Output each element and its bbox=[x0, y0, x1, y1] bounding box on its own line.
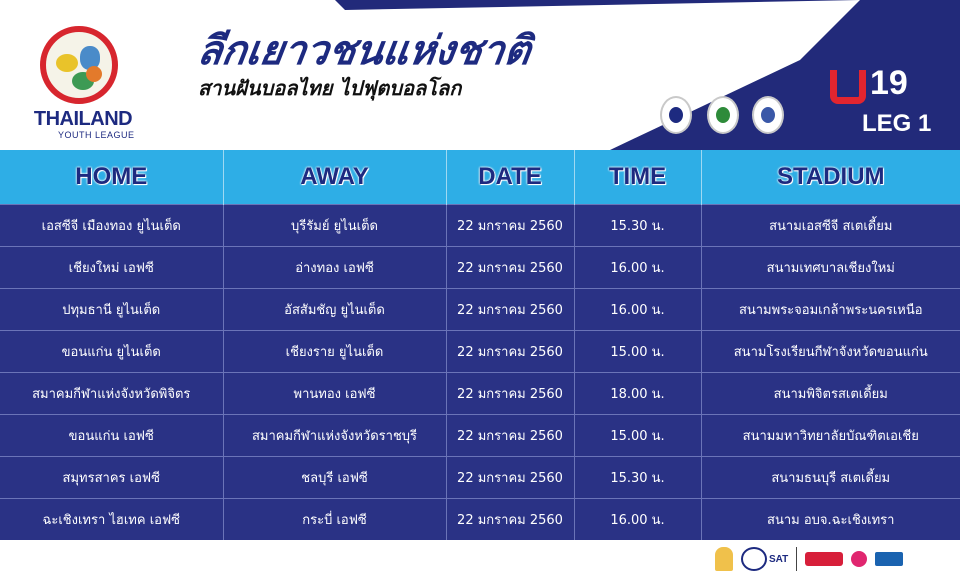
away-team-cell: เชียงราย ยูไนเต็ด bbox=[223, 331, 446, 373]
table-row bbox=[0, 205, 960, 247]
home-team-cell: สมุทรสาคร เอฟซี bbox=[0, 457, 223, 499]
ministry-logo-icon bbox=[715, 547, 733, 571]
grand-sport-logo-icon bbox=[875, 552, 903, 566]
sponsor-divider bbox=[796, 547, 797, 571]
stadium-cell: สนามธนบุรี สเตเดี้ยม bbox=[701, 457, 960, 499]
column-header-stadium: STADIUM bbox=[701, 150, 960, 205]
table-header-row bbox=[0, 150, 960, 205]
government-emblem-icon bbox=[660, 96, 692, 134]
date-cell: 22 มกราคม 2560 bbox=[446, 331, 574, 373]
fixtures-table bbox=[0, 150, 960, 540]
away-team-cell: กระบี่ เอฟซี bbox=[223, 499, 446, 541]
time-cell: 15.00 น. bbox=[574, 331, 701, 373]
column-header-home: HOME bbox=[0, 150, 223, 205]
age-group-number: 19 bbox=[870, 64, 908, 102]
date-cell: 22 มกราคม 2560 bbox=[446, 457, 574, 499]
u-letter-icon bbox=[830, 70, 866, 104]
stadium-cell: สนามมหาวิทยาลัยบัณฑิตเอเชีย bbox=[701, 415, 960, 457]
footer-left-strip bbox=[0, 540, 420, 578]
table-row bbox=[0, 247, 960, 289]
header-banner bbox=[0, 0, 960, 150]
logo-subtitle: YOUTH LEAGUE bbox=[58, 130, 135, 140]
home-team-cell: ขอนแก่น เอฟซี bbox=[0, 415, 223, 457]
column-header-away: AWAY bbox=[223, 150, 446, 205]
table-row bbox=[0, 415, 960, 457]
away-team-cell: ชลบุรี เอฟซี bbox=[223, 457, 446, 499]
sports-authority-emblem-icon bbox=[707, 96, 739, 134]
table-row bbox=[0, 457, 960, 499]
date-cell: 22 มกราคม 2560 bbox=[446, 415, 574, 457]
page-subtitle: สานฝันบอลไทย ไปฟุตบอลโลก bbox=[198, 76, 462, 100]
home-team-cell: ฉะเชิงเทรา ไฮเทค เอฟซี bbox=[0, 499, 223, 541]
date-cell: 22 มกราคม 2560 bbox=[446, 247, 574, 289]
away-team-cell: สมาคมกีฬาแห่งจังหวัดราชบุรี bbox=[223, 415, 446, 457]
sat-logo-icon bbox=[741, 547, 767, 571]
date-cell: 22 มกราคม 2560 bbox=[446, 205, 574, 247]
stadium-cell: สนามเอสซีจี สเตเดี้ยม bbox=[701, 205, 960, 247]
partner-logo-icon bbox=[851, 551, 867, 567]
stadium-cell: สนามเทศบาลเชียงใหม่ bbox=[701, 247, 960, 289]
time-cell: 15.00 น. bbox=[574, 415, 701, 457]
table-row bbox=[0, 289, 960, 331]
logo-title: THAILAND bbox=[33, 108, 133, 130]
column-header-time: TIME bbox=[574, 150, 701, 205]
home-team-cell: ขอนแก่น ยูไนเต็ด bbox=[0, 331, 223, 373]
age-group-badge bbox=[830, 64, 935, 110]
table-row bbox=[0, 499, 960, 541]
time-cell: 16.00 น. bbox=[574, 289, 701, 331]
thailand-youth-league-logo bbox=[18, 10, 143, 145]
time-cell: 16.00 น. bbox=[574, 499, 701, 541]
leg-label: LEG 1 bbox=[862, 110, 932, 137]
table-row bbox=[0, 331, 960, 373]
away-team-cell: พานทอง เอฟซี bbox=[223, 373, 446, 415]
football-icon bbox=[40, 26, 118, 104]
royal-emblem-icon bbox=[752, 96, 784, 134]
date-cell: 22 มกราคม 2560 bbox=[446, 499, 574, 541]
date-cell: 22 มกราคม 2560 bbox=[446, 373, 574, 415]
tsports-logo-icon bbox=[805, 552, 843, 566]
sponsor-logos bbox=[715, 545, 903, 573]
away-team-cell: อ่างทอง เอฟซี bbox=[223, 247, 446, 289]
home-team-cell: ปทุมธานี ยูไนเต็ด bbox=[0, 289, 223, 331]
stadium-cell: สนามพระจอมเกล้าพระนครเหนือ bbox=[701, 289, 960, 331]
column-header-date: DATE bbox=[446, 150, 574, 205]
stadium-cell: สนาม อบจ.ฉะเชิงเทรา bbox=[701, 499, 960, 541]
away-team-cell: อัสสัมชัญ ยูไนเต็ด bbox=[223, 289, 446, 331]
sat-logo-label: SAT bbox=[769, 553, 789, 565]
table-row bbox=[0, 373, 960, 415]
date-cell: 22 มกราคม 2560 bbox=[446, 289, 574, 331]
time-cell: 15.30 น. bbox=[574, 205, 701, 247]
home-team-cell: เชียงใหม่ เอฟซี bbox=[0, 247, 223, 289]
home-team-cell: สมาคมกีฬาแห่งจังหวัดพิจิตร bbox=[0, 373, 223, 415]
stadium-cell: สนามพิจิตรสเตเดี้ยม bbox=[701, 373, 960, 415]
stadium-cell: สนามโรงเรียนกีฬาจังหวัดขอนแก่น bbox=[701, 331, 960, 373]
time-cell: 16.00 น. bbox=[574, 247, 701, 289]
page-title: ลีกเยาวชนแห่งชาติ bbox=[194, 28, 534, 74]
away-team-cell: บุรีรัมย์ ยูไนเต็ด bbox=[223, 205, 446, 247]
time-cell: 15.30 น. bbox=[574, 457, 701, 499]
time-cell: 18.00 น. bbox=[574, 373, 701, 415]
home-team-cell: เอสซีจี เมืองทอง ยูไนเต็ด bbox=[0, 205, 223, 247]
